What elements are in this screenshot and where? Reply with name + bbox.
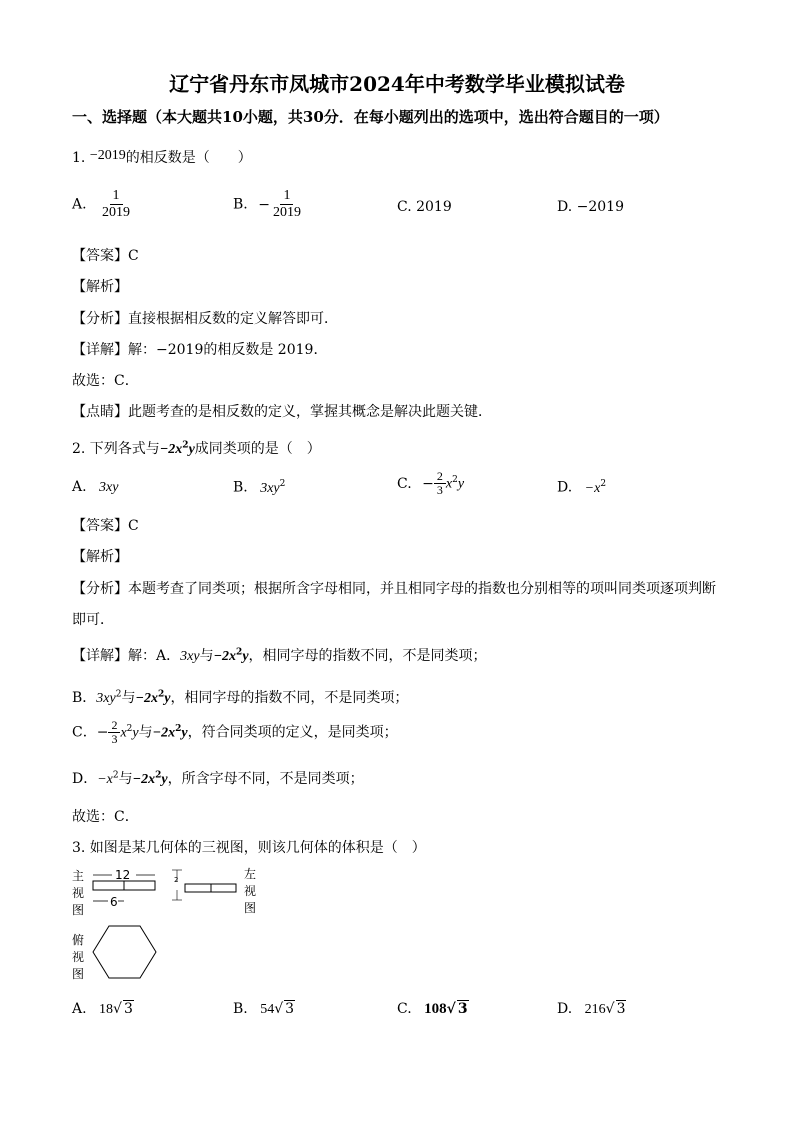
q2-c-sign: − [422, 475, 434, 492]
q2-detail-a: 【详解】解：A．3xy与$-2x^2y$，相同字母的指数不同，不是同类项； [72, 647, 487, 664]
front-view-label-2: 视 [72, 886, 85, 900]
q3-option-c-radicand: 3 [457, 1001, 468, 1017]
q2-analysis-head: 【解析】 [72, 549, 128, 565]
q3-option-a-radicand: 3 [123, 1001, 133, 1017]
q1-a-num: 1 [110, 188, 123, 205]
q2-option-b-label: B. [233, 479, 248, 496]
q2-detail-d-post: ，所含字母不同，不是同类项； [167, 771, 364, 787]
q2-stem: 2. 下列各式与$-2x^2y$成同类项的是（ ） [72, 440, 321, 457]
q2-stem-expr: −2x [159, 442, 183, 457]
left-view-label-2: 视 [244, 884, 257, 898]
q3-option-c-coef: 108 [424, 1001, 447, 1017]
q1-dianjing: 【点睛】此题考查的是相反数的定义，掌握其概念是解决此题关键． [72, 404, 492, 420]
q3-option-d-label: D. [557, 1001, 573, 1017]
q2-detail-d: D．$-x^2$与$-2x^2y$，所含字母不同，不是同类项； [72, 770, 364, 787]
q2-option-d-expr: −x [584, 480, 601, 496]
q2-detail-c-post: ，符合同类项的定义，是同类项； [187, 724, 398, 741]
q2-fenxi-line1: 【分析】本题考查了同类项；根据所含字母相同，并且相同字母的指数也分别相等的项叫同类项逐项判断 [72, 581, 716, 597]
q2-detail-a-term: 3xy [180, 649, 200, 664]
q1-option-b [233, 188, 304, 221]
q1-answer: 【答案】C [72, 248, 139, 264]
q2-option-a-expr: 3xy [99, 480, 119, 495]
q2-detail-b-with: 与 [121, 690, 136, 706]
q1-a-den: 2019 [102, 205, 131, 220]
q3-option-c-label: C. [397, 1001, 412, 1017]
q2-detail-a-pre: 【详解】解：A． [72, 648, 181, 664]
top-view-label-2: 视 [72, 950, 85, 964]
q3-option-d-coef: 216 [584, 1002, 606, 1017]
section-heading: 一、选择题（本大题共10小题，共30分．在每小题列出的选项中，选出符合题目的一项） [72, 108, 669, 126]
q2-detail-c-with: 与 [138, 724, 153, 741]
q2-option-d-label: D. [557, 479, 573, 496]
q2-option-c-label: C. [397, 475, 412, 492]
q2-option-d: D. $-x^2$ [557, 479, 607, 496]
top-view-label-1: 俯 [72, 933, 85, 947]
q3-option-d: D. 216√ 3 [557, 1001, 626, 1017]
q1-b-sign: − [258, 196, 270, 213]
q2-detail-c: C．− $\frac{2}{3}$ $x^2y$与$-2x^2y$，符合同类项的定义，是同类项； [72, 718, 398, 746]
q1-option-a-label: A. [72, 196, 87, 213]
q2-guxuan: 故选：C． [72, 809, 139, 825]
q1-option-a [72, 188, 133, 221]
three-view-figure [68, 864, 268, 984]
q1-xiangjie: 【详解】解：−2019的相反数是 2019． [72, 342, 328, 358]
q1-number: 1. [72, 150, 86, 166]
q1-option-b-fraction [270, 188, 304, 221]
q2-stem-pre: 2. 下列各式与 [72, 441, 160, 457]
q1-b-num: 1 [280, 188, 293, 205]
q2-detail-d-with: 与 [118, 771, 133, 787]
q3-option-c: C. 108√ 3 [397, 1001, 468, 1017]
q3-option-a-coef: 18 [99, 1002, 114, 1017]
q1-option-b-label: B. [233, 196, 248, 213]
q1-option-d: D. −2019 [557, 199, 624, 215]
q2-c-num: 2 [434, 470, 446, 484]
q2-detail-c-pre: C． [72, 724, 97, 741]
top-view-label-3: 图 [72, 967, 85, 981]
q1-b-den: 2019 [272, 205, 301, 220]
q2-option-b-expr: 3xy [260, 480, 280, 496]
q2-detail-b: B．$3xy^2$与$-2x^2y$，相同字母的指数不同，不是同类项； [72, 689, 409, 706]
q2-option-b: B. $3xy^2$ [233, 479, 286, 496]
q2-fenxi-line2: 即可． [72, 612, 114, 628]
q1-expr: −2019 [89, 148, 126, 163]
page-title: 辽宁省丹东市凤城市2024年中考数学毕业模拟试卷 [169, 72, 625, 96]
q2-stem-y: y [188, 442, 195, 457]
dim-2-label: 2 [174, 876, 179, 884]
q3-option-b-radicand: 3 [285, 1001, 295, 1017]
q1-fenxi: 【分析】直接根据相反数的定义解答即可． [72, 311, 338, 327]
left-view-label-1: 左 [244, 867, 257, 881]
q3-option-d-radicand: 3 [616, 1001, 626, 1017]
front-view-label-1: 主 [72, 869, 85, 883]
q2-detail-b-pre: B． [72, 690, 97, 706]
q3-option-b: B. 54√ 3 [233, 1001, 295, 1017]
q3-option-a: A. 18√ 3 [72, 1001, 133, 1017]
q2-detail-a-with: 与 [199, 648, 214, 664]
q2-option-a-label: A. [72, 479, 87, 495]
q2-option-a [72, 479, 118, 496]
left-view-label-3: 图 [244, 901, 257, 915]
q3-option-b-label: B. [233, 1001, 248, 1017]
q3-stem: 3. 如图是某几何体的三视图，则该几何体的体积是（ ） [72, 840, 426, 856]
q1-stem [72, 147, 252, 167]
q2-detail-b-post: ，相同字母的指数不同，不是同类项； [170, 690, 409, 706]
q2-option-c-fraction [434, 470, 446, 497]
q2-answer: 【答案】C [72, 518, 139, 534]
q2-detail-d-pre: D． [72, 771, 98, 787]
q3-option-a-label: A. [72, 1001, 87, 1017]
q1-option-c: C. 2019 [397, 199, 452, 215]
q1-option-a-fraction [99, 188, 133, 221]
q1-guxuan: 故选：C． [72, 373, 139, 389]
q3-option-b-coef: 54 [260, 1002, 275, 1017]
q2-stem-post: 成同类项的是（ ） [194, 441, 321, 457]
dim-12-label: 12 [115, 868, 131, 882]
q2-option-c: C. − $\frac{2}{3}$ $x^2y$ [397, 469, 465, 497]
dim-6-label: 6 [110, 895, 118, 909]
q2-c-den: 3 [436, 483, 443, 497]
hexagon-top-view [93, 926, 156, 978]
q1-stem-text: 的相反数是（ ） [125, 150, 252, 166]
front-view-label-3: 图 [72, 903, 85, 917]
q2-detail-a-post: ，相同字母的指数不同，不是同类项； [248, 648, 487, 664]
q1-analysis-head: 【解析】 [72, 279, 128, 295]
